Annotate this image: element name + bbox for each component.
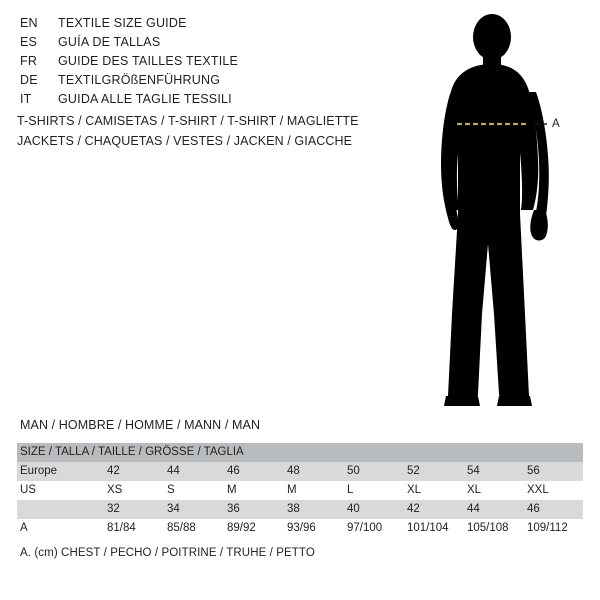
cell-europe-3: 48 [283, 462, 343, 481]
category-line-tshirts: T-SHIRTS / CAMISETAS / T-SHIRT / T-SHIRT / MAGLIETTE [17, 114, 359, 128]
cell-us-0: XS [103, 481, 163, 500]
cell-a-1: 85/88 [163, 519, 223, 538]
table-row [17, 500, 583, 519]
row-label-us-numeric [17, 500, 103, 519]
cell-a-2: 89/92 [223, 519, 283, 538]
cell-europe-0: 42 [103, 462, 163, 481]
group-title-man: MAN / HOMBRE / HOMME / MANN / MAN [20, 418, 261, 432]
cell-usnum-0: 32 [103, 500, 163, 519]
cell-europe-1: 44 [163, 462, 223, 481]
male-silhouette-icon [400, 14, 600, 409]
cell-usnum-6: 44 [463, 500, 523, 519]
cell-usnum-7: 46 [523, 500, 583, 519]
language-code-it: IT [20, 92, 32, 106]
language-text-fr: GUIDE DES TAILLES TEXTILE [58, 54, 239, 68]
language-row-de [20, 71, 360, 90]
cell-a-4: 97/100 [343, 519, 403, 538]
table-row [17, 519, 583, 538]
cell-a-3: 93/96 [283, 519, 343, 538]
cell-usnum-4: 40 [343, 500, 403, 519]
cell-us-7: XXL [523, 481, 583, 500]
cell-us-1: S [163, 481, 223, 500]
language-text-it: GUIDA ALLE TAGLIE TESSILI [58, 92, 232, 106]
cell-europe-4: 50 [343, 462, 403, 481]
language-row-it [20, 90, 360, 109]
language-code-fr: FR [20, 54, 38, 68]
cell-a-5: 101/104 [403, 519, 463, 538]
cell-europe-2: 46 [223, 462, 283, 481]
cell-europe-7: 56 [523, 462, 583, 481]
category-line-jackets: JACKETS / CHAQUETAS / VESTES / JACKEN / GIACCHE [17, 134, 353, 148]
table-header-label: SIZE / TALLA / TAILLE / GRÖSSE / TAGLIA [17, 443, 583, 462]
cell-us-5: XL [403, 481, 463, 500]
language-header-block [20, 14, 360, 109]
cell-us-4: L [343, 481, 403, 500]
cell-a-6: 105/108 [463, 519, 523, 538]
footnote-chest-measure: A. (cm) CHEST / PECHO / POITRINE / TRUHE / PETTO [20, 547, 315, 559]
cell-usnum-5: 42 [403, 500, 463, 519]
language-code-de: DE [20, 73, 38, 87]
cell-a-7: 109/112 [523, 519, 583, 538]
cell-usnum-2: 36 [223, 500, 283, 519]
figure-illustration [400, 14, 600, 409]
category-block [17, 111, 417, 151]
language-row-en [20, 14, 360, 33]
row-label-a: A [17, 519, 103, 538]
language-text-es: GUÍA DE TALLAS [58, 35, 161, 49]
cell-a-0: 81/84 [103, 519, 163, 538]
cell-us-2: M [223, 481, 283, 500]
row-label-europe: Europe [17, 462, 103, 481]
table-header-row [17, 443, 583, 462]
language-code-es: ES [20, 35, 38, 49]
table-row [17, 481, 583, 500]
cell-usnum-1: 34 [163, 500, 223, 519]
cell-us-6: XL [463, 481, 523, 500]
cell-us-3: M [283, 481, 343, 500]
table-row [17, 462, 583, 481]
row-label-us: US [17, 481, 103, 500]
language-row-es [20, 33, 360, 52]
callout-label-a: A [552, 118, 561, 130]
cell-europe-5: 52 [403, 462, 463, 481]
language-code-en: EN [20, 16, 38, 30]
size-table [17, 443, 583, 538]
cell-usnum-3: 38 [283, 500, 343, 519]
language-text-de: TEXTILGRÖßENFÜHRUNG [58, 73, 221, 87]
language-text-en: TEXTILE SIZE GUIDE [58, 16, 187, 30]
language-row-fr [20, 52, 360, 71]
cell-europe-6: 54 [463, 462, 523, 481]
